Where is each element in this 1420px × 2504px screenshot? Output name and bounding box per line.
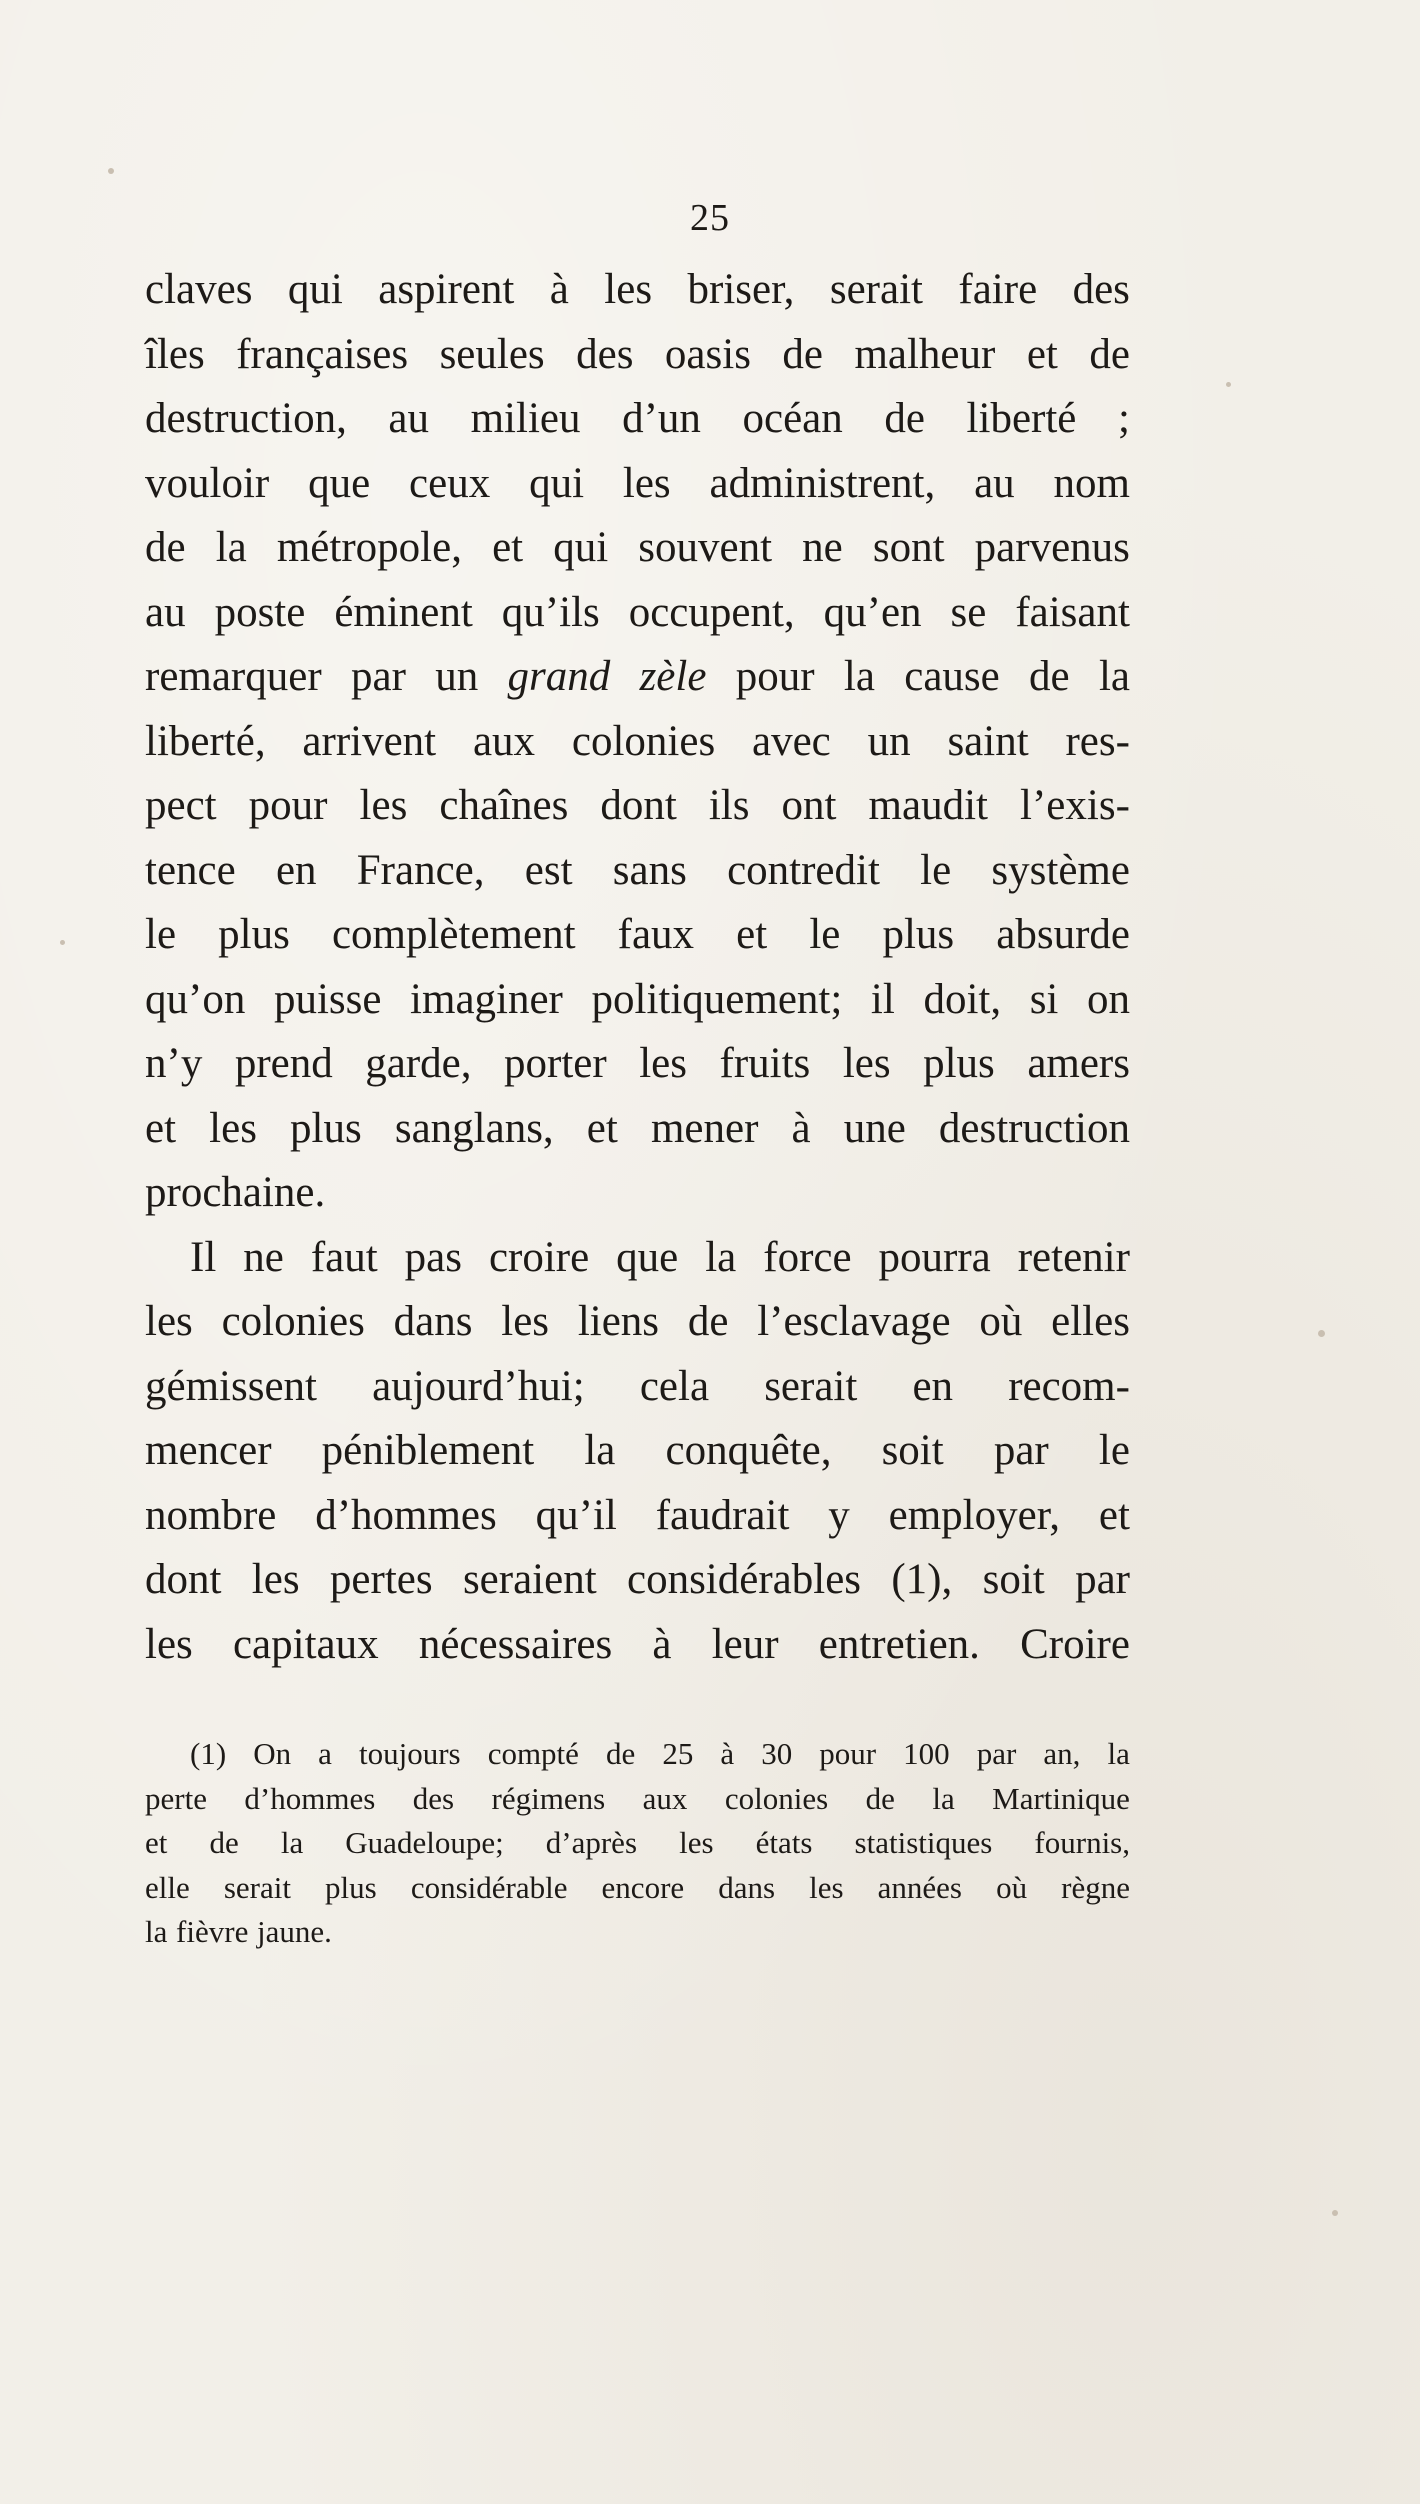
text-line: [145, 1290, 1130, 1355]
word: gémissent: [145, 1362, 317, 1410]
word: prochaine.: [145, 1169, 326, 1216]
word: en: [275, 846, 317, 894]
word: 25: [662, 1736, 694, 1771]
word: conquête,: [665, 1427, 832, 1474]
word: des: [576, 330, 634, 378]
word: qui: [287, 266, 343, 313]
word: porter: [504, 1040, 607, 1087]
word: où: [979, 1298, 1023, 1345]
word: (1),: [891, 1556, 953, 1603]
text-line: [145, 387, 1130, 452]
word: France,: [356, 846, 485, 894]
word: des: [1072, 266, 1130, 313]
text-line: [145, 581, 1130, 646]
word: destruction: [938, 1104, 1130, 1152]
word: les: [604, 266, 653, 313]
word: on: [1087, 975, 1130, 1023]
word: à: [652, 1620, 672, 1668]
text-line: [145, 839, 1130, 904]
word: par: [976, 1736, 1017, 1771]
word: 100: [903, 1736, 950, 1771]
word: et: [1098, 1491, 1130, 1539]
word: croire: [488, 1233, 590, 1281]
word: compté: [487, 1736, 579, 1771]
word: système: [991, 846, 1130, 894]
word: d’après: [545, 1825, 638, 1860]
word: plus: [923, 1040, 995, 1087]
word: éminent: [334, 588, 473, 636]
word: les: [145, 1298, 193, 1345]
word: de: [209, 1825, 239, 1860]
paper-speck: [1226, 382, 1231, 387]
word: plus: [218, 911, 290, 958]
text-line: [145, 1910, 1130, 1955]
word: les: [209, 1104, 257, 1152]
word: faisant: [1015, 588, 1130, 636]
word: aspirent: [378, 266, 515, 313]
word: françaises: [236, 330, 409, 378]
paper-speck: [1332, 2210, 1338, 2216]
word: mencer: [145, 1427, 272, 1474]
footnote: [145, 1732, 1130, 1955]
word: ont: [781, 782, 837, 829]
word: destruction,: [145, 395, 347, 442]
word: force: [763, 1233, 852, 1281]
word: que: [308, 459, 371, 507]
word: la: [215, 524, 247, 571]
word: la: [145, 1914, 168, 1949]
word: nom: [1053, 459, 1130, 507]
word: grand: [507, 653, 611, 700]
word: perte: [145, 1780, 207, 1816]
word: colonies: [571, 717, 716, 765]
word: soit: [881, 1427, 944, 1474]
word: On: [253, 1736, 292, 1771]
page-number: 25: [690, 197, 730, 239]
word: et: [1026, 330, 1058, 378]
word: fruits: [719, 1040, 811, 1087]
word: le: [920, 846, 952, 894]
word: contredit: [727, 846, 880, 894]
text-line: [145, 323, 1130, 388]
word: qu’il: [535, 1491, 617, 1539]
text-line: [145, 258, 1130, 323]
word: pourra: [878, 1233, 991, 1281]
word: a: [318, 1736, 332, 1771]
word: toujours: [359, 1736, 461, 1771]
word: par: [993, 1427, 1049, 1474]
word: elle: [145, 1869, 190, 1905]
word: zèle: [639, 653, 707, 700]
word: leur: [711, 1620, 779, 1668]
word: ceux: [409, 459, 491, 507]
word: par: [350, 653, 406, 700]
text-line: [145, 1821, 1130, 1866]
word: aujourd’hui;: [372, 1362, 585, 1410]
word: Martinique: [992, 1780, 1130, 1816]
word: chaînes: [439, 782, 569, 829]
word: au: [974, 459, 1015, 507]
word: d’hommes: [315, 1491, 497, 1539]
word: seraient: [462, 1556, 597, 1603]
word: qu’en: [823, 588, 922, 636]
word: se: [950, 588, 987, 636]
text-line: [145, 1419, 1130, 1484]
word: faire: [958, 266, 1038, 313]
word: arrivent: [302, 717, 437, 765]
text-line: [145, 903, 1130, 968]
text-line: [145, 1732, 1130, 1777]
word: politiquement;: [591, 975, 843, 1023]
word: serait: [829, 266, 923, 313]
word: les: [622, 459, 671, 507]
word: qu’on: [145, 975, 246, 1023]
word: de: [1029, 653, 1070, 700]
word: nécessaires: [418, 1620, 613, 1668]
word: encore: [601, 1869, 685, 1905]
word: capitaux: [232, 1620, 379, 1668]
word: il: [870, 975, 895, 1023]
word: nombre: [145, 1491, 277, 1539]
text-line: [145, 710, 1130, 775]
word: le: [1098, 1427, 1130, 1474]
word: remarquer: [145, 653, 322, 700]
word: où: [996, 1869, 1028, 1905]
word: au: [388, 395, 430, 442]
word: ne: [802, 524, 843, 571]
word: sont: [872, 524, 945, 571]
word: les: [639, 1040, 687, 1087]
text-line: [145, 1484, 1130, 1549]
word: mener: [650, 1104, 759, 1152]
word: la: [705, 1233, 737, 1281]
word: serait: [764, 1362, 858, 1410]
word: Guadeloupe;: [345, 1825, 504, 1860]
word: sanglans,: [394, 1104, 554, 1152]
word: milieu: [470, 395, 581, 442]
word: des: [412, 1780, 455, 1816]
word: est: [524, 846, 573, 894]
word: les: [501, 1298, 550, 1345]
word: Croire: [1020, 1620, 1130, 1668]
word: les: [251, 1556, 300, 1603]
word: les: [679, 1825, 714, 1860]
text-line: [145, 645, 1130, 710]
word: régimens: [491, 1780, 606, 1816]
text-line: [145, 1548, 1130, 1613]
word: en: [912, 1362, 954, 1410]
word: recom-: [1008, 1362, 1130, 1410]
text-line: [145, 1613, 1130, 1678]
word: de: [782, 330, 823, 378]
word: la: [843, 653, 875, 700]
text-line: [145, 452, 1130, 517]
word: si: [1029, 975, 1059, 1023]
word: règne: [1061, 1869, 1130, 1905]
word: avec: [752, 717, 831, 765]
word: ;: [1117, 395, 1130, 442]
word: de: [884, 395, 925, 442]
word: maudit: [868, 782, 988, 829]
word: soit: [982, 1556, 1045, 1603]
word: administrent,: [709, 459, 936, 507]
word: l’exis-: [1020, 782, 1130, 829]
word: d’hommes: [244, 1780, 376, 1816]
word: 30: [761, 1736, 793, 1771]
word: occupent,: [628, 588, 795, 636]
word: pect: [145, 782, 217, 829]
word: faux: [617, 911, 695, 958]
word: un: [867, 717, 911, 765]
word: doit,: [923, 975, 1002, 1023]
word: à: [720, 1736, 735, 1771]
word: la: [280, 1825, 304, 1860]
word: parvenus: [974, 524, 1130, 571]
word: une: [843, 1104, 906, 1152]
word: à: [549, 266, 569, 313]
word: plus: [325, 1869, 377, 1905]
word: fièvre: [176, 1914, 249, 1949]
word: dont: [600, 782, 677, 829]
text-line: [145, 1032, 1130, 1097]
word: de: [145, 524, 186, 571]
word: an,: [1043, 1736, 1081, 1771]
word: de: [687, 1298, 729, 1345]
word: que: [616, 1233, 679, 1281]
word: saint: [947, 717, 1029, 765]
word: par: [1075, 1556, 1130, 1603]
word: métropole,: [276, 524, 462, 571]
word: pour: [735, 653, 815, 700]
word: dont: [145, 1556, 222, 1603]
word: et: [586, 1104, 618, 1152]
word: employer,: [888, 1491, 1061, 1539]
word: les: [145, 1620, 193, 1668]
word: poste: [214, 588, 306, 636]
word: îles: [145, 330, 205, 378]
word: pertes: [329, 1556, 433, 1603]
word: qu’ils: [501, 588, 600, 636]
word: (1): [190, 1736, 227, 1771]
text-line: [145, 1866, 1130, 1911]
text-line: [145, 516, 1130, 581]
word: péniblement: [321, 1427, 535, 1474]
word: la: [1098, 653, 1130, 700]
word: pour: [248, 782, 328, 829]
word: cela: [639, 1362, 710, 1410]
word: et: [492, 524, 524, 571]
word: elles: [1051, 1298, 1130, 1345]
word: au: [145, 588, 186, 636]
word: imaginer: [410, 975, 563, 1023]
word: années: [877, 1869, 962, 1905]
word: absurde: [996, 911, 1130, 958]
paper-speck: [108, 168, 114, 174]
word: considérable: [410, 1869, 568, 1905]
text-line: [145, 1161, 1130, 1226]
word: les: [809, 1869, 844, 1905]
word: seules: [439, 330, 545, 378]
word: liberté: [966, 395, 1077, 442]
paper-speck: [1318, 1330, 1325, 1337]
word: amers: [1027, 1040, 1130, 1087]
word: états: [755, 1825, 813, 1860]
word: liberté,: [145, 717, 266, 765]
word: la: [584, 1427, 616, 1474]
word: sans: [612, 846, 687, 894]
word: qui: [529, 459, 585, 507]
word: d’un: [622, 395, 701, 442]
word: ne: [243, 1233, 284, 1281]
word: fournis,: [1034, 1825, 1130, 1860]
word: aux: [472, 717, 536, 765]
word: briser,: [687, 266, 795, 313]
word: faudrait: [655, 1491, 790, 1539]
word: puisse: [273, 975, 382, 1023]
text-line: [145, 1097, 1130, 1162]
word: de: [865, 1780, 895, 1816]
word: de: [1089, 330, 1130, 378]
word: complètement: [331, 911, 576, 958]
word: pour: [819, 1736, 877, 1771]
word: prend: [234, 1040, 333, 1087]
word: un: [435, 653, 479, 700]
word: plus: [290, 1104, 362, 1152]
text-line: [145, 1355, 1130, 1420]
text-line: [145, 774, 1130, 839]
text-line: [145, 968, 1130, 1033]
word: plus: [882, 911, 955, 958]
word: statistiques: [854, 1825, 993, 1860]
word: malheur: [854, 330, 996, 378]
body-text: [145, 258, 1130, 1677]
word: les: [359, 782, 408, 829]
word: et: [736, 911, 768, 958]
word: oasis: [664, 330, 751, 378]
word: cause: [904, 653, 1000, 700]
word: claves: [145, 266, 253, 313]
word: de: [606, 1736, 636, 1771]
word: dans: [393, 1298, 473, 1345]
word: pas: [404, 1233, 462, 1281]
word: jaune.: [257, 1914, 332, 1949]
word: océan: [742, 395, 843, 442]
word: retenir: [1017, 1233, 1130, 1281]
word: l’esclavage: [757, 1298, 951, 1345]
word: entretien.: [818, 1620, 980, 1668]
word: la: [932, 1780, 955, 1816]
word: liens: [577, 1298, 660, 1345]
word: les: [842, 1040, 891, 1087]
word: à: [791, 1104, 811, 1152]
word: tence: [145, 846, 236, 894]
word: vouloir: [145, 459, 270, 507]
text-line: [145, 1226, 1130, 1291]
word: ils: [708, 782, 750, 829]
word: aux: [642, 1780, 688, 1816]
word: considérables: [626, 1556, 862, 1603]
word: colonies: [724, 1780, 829, 1816]
word: faut: [310, 1233, 378, 1281]
word: y: [828, 1491, 850, 1539]
word: souvent: [638, 524, 773, 571]
word: dans: [718, 1869, 776, 1905]
word: la: [1107, 1736, 1130, 1771]
text-line: [145, 1777, 1130, 1822]
word: le: [145, 911, 177, 958]
word: et: [145, 1825, 168, 1860]
word: serait: [223, 1869, 291, 1905]
word: res-: [1065, 717, 1130, 765]
word: et: [145, 1104, 177, 1152]
word: qui: [553, 524, 609, 571]
word: n’y: [145, 1040, 203, 1087]
paper-speck: [60, 940, 65, 945]
word: le: [809, 911, 841, 958]
word: Il: [190, 1233, 217, 1281]
word: colonies: [221, 1298, 365, 1345]
word: garde,: [365, 1040, 472, 1087]
